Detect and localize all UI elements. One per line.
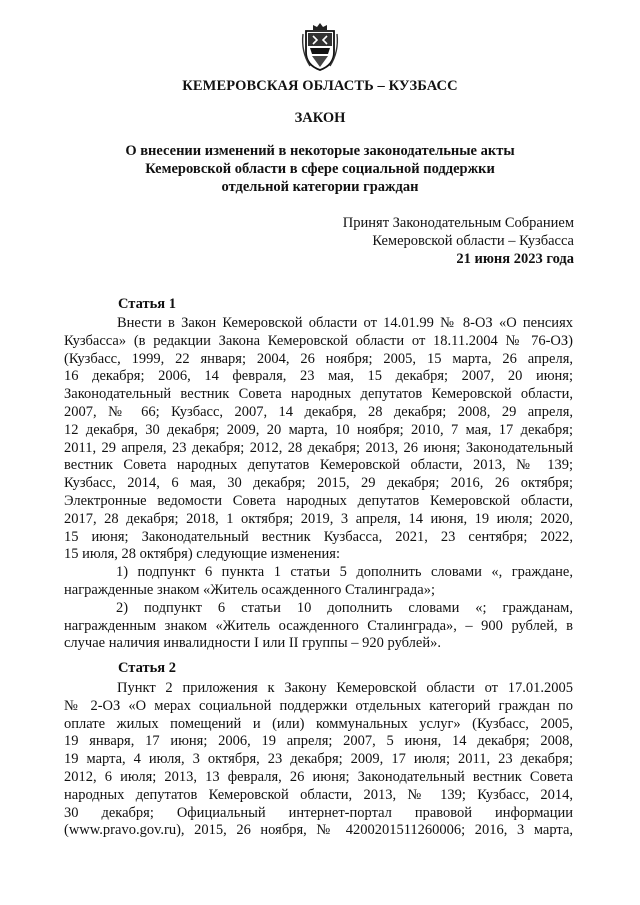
adoption-date: 21 июня 2023 года	[456, 251, 574, 267]
text-line: Электронные ведомости Совета народных депутатов Кемеровской области,	[64, 492, 573, 509]
text-line: 1) подпункт 6 пункта 1 статьи 5 дополнить словами «, граждане,	[116, 564, 573, 581]
text-line: 15 июня; Законодательный вестник Кузбасса, 2021, 23 сентября; 2022,	[64, 528, 573, 545]
text-line: награжденные знаком «Житель осажденного Сталинграда»;	[64, 581, 435, 598]
adoption-body-region: Кемеровской области – Кузбасса	[372, 233, 574, 249]
text-line: 2011, 29 апреля, 23 декабря; 2012, 28 декабря; 2013, 26 июня; Законодательный	[64, 439, 573, 456]
text-line: 2017, 28 декабря; 2018, 1 октября; 2019, 3 апреля, 14 июня, 19 июля; 2020,	[64, 510, 573, 527]
text-line: Внести в Закон Кемеровской области от 14.01.99 № 8-ОЗ «О пенсиях	[117, 315, 573, 331]
article-1-heading: Статья 1	[118, 296, 176, 312]
text-line: 2) подпункт 6 статьи 10 дополнить словами «; гражданам,	[116, 599, 573, 616]
text-line: Законодательный вестник Совета народных депутатов Кемеровской области,	[64, 386, 573, 403]
law-subject-line: О внесении изменений в некоторые законодательные акты	[125, 143, 515, 159]
text-line: 12 декабря, 30 декабря; 2009, 20 марта, 10 ноября; 2010, 7 мая, 17 декабря;	[64, 421, 573, 438]
adoption-block	[343, 214, 574, 268]
text-line: Пункт 2 приложения к Закону Кемеровской области от 17.01.2005	[117, 680, 573, 696]
law-subject	[60, 142, 580, 196]
text-line: 2012, 6 июля; 2013, 13 февраля, 26 июня; Законодательный вестник Совета	[64, 768, 573, 785]
text-line: 19 марта, 4 июля, 3 октября, 23 декабря; 2009, 17 июля; 2011, 23 декабря;	[64, 751, 573, 768]
text-line: № 2-ОЗ «О мерах социальной поддержки отдельных категорий граждан по	[64, 697, 573, 714]
text-line: 19 января, 17 июня; 2006, 19 апреля; 2007, 5 июня, 14 декабря; 2008,	[64, 733, 573, 750]
article-1-text	[64, 315, 573, 653]
article-2-heading: Статья 2	[118, 660, 176, 676]
text-line: награжденным знаком «Житель осажденного Сталинграда», – 900 рублей, в	[64, 617, 573, 634]
law-subject-line: Кемеровской области в сфере социальной поддержки	[145, 161, 495, 177]
text-line: Кузбасс, 2014, 6 мая, 30 декабря; 2015, 29 декабря; 2016, 26 октября;	[64, 475, 573, 492]
text-line: народных депутатов Кемеровской области, 2013, № 139; Кузбасс, 2014,	[64, 786, 573, 803]
text-line: Кузбасса» (в редакции Закона Кемеровской области от 18.11.2004 № 76-ОЗ)	[64, 332, 573, 349]
law-subject-line: отдельной категории граждан	[221, 179, 419, 195]
text-line: 2007, № 66; Кузбасс, 2007, 14 декабря, 28 декабря; 2008, 29 апреля,	[64, 403, 573, 420]
article-2-text	[64, 680, 573, 840]
region-title: КЕМЕРОВСКАЯ ОБЛАСТЬ – КУЗБАСС	[182, 78, 458, 94]
adoption-body: Принят Законодательным Собранием	[342, 215, 574, 231]
text-line: оплате жилых помещений и (или) коммунальных услуг» (Кузбасс, 2005,	[64, 715, 573, 732]
text-line: (www.pravo.gov.ru), 2015, 26 ноября, № 4200201511260006; 2016, 3 марта,	[64, 822, 573, 839]
text-line: случае наличия инвалидности I или II группы – 920 рублей».	[64, 635, 441, 652]
text-line: 15 июля, 28 октября) следующие изменения:	[64, 546, 340, 563]
document-type-title: ЗАКОН	[294, 110, 346, 126]
text-line: 30 декабря; Официальный интернет-портал правовой информации	[64, 804, 573, 821]
text-line: (Кузбасс, 1999, 22 января; 2004, 26 ноября; 2005, 15 марта, 26 апреля,	[64, 350, 573, 367]
coat-of-arms-icon	[300, 22, 340, 72]
text-line: вестник Совета народных депутатов Кемеровской области, 2013, № 139;	[64, 457, 573, 474]
text-line: 16 декабря; 2006, 14 февраля, 23 мая, 15 декабря; 2007, 20 июня;	[64, 368, 573, 385]
